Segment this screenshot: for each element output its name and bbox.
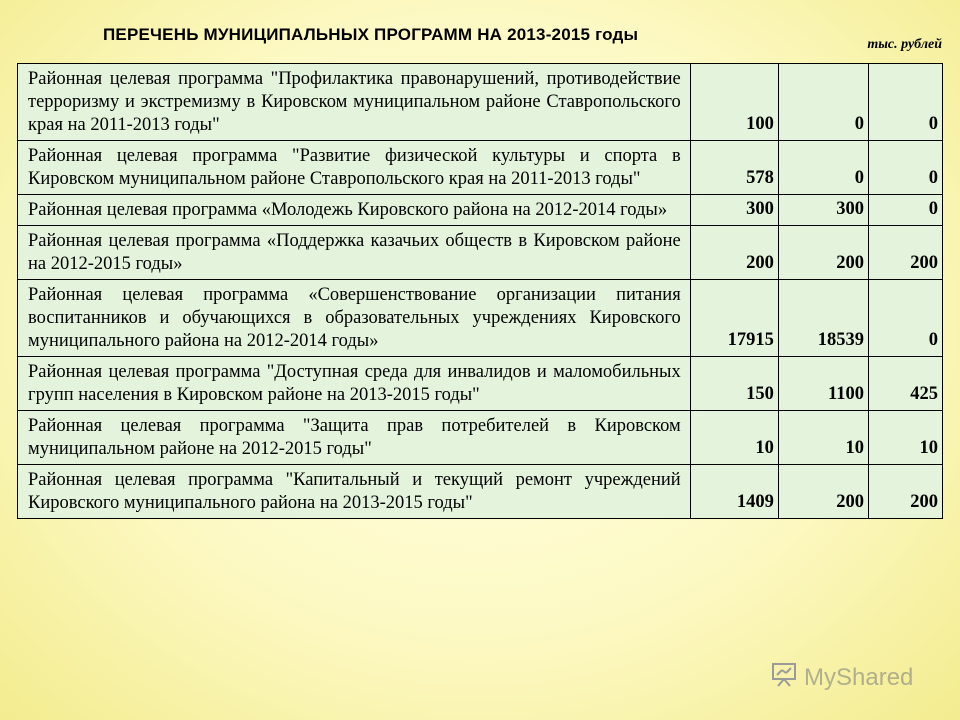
- program-name: Районная целевая программа «Молодежь Кировского района на 2012-2014 годы»: [18, 195, 691, 226]
- watermark: [770, 660, 913, 695]
- program-name: Районная целевая программа "Профилактика правонарушений, противодействие терроризму и экстремизму в Кировском муниципальном районе Ставропольского края на 2011-2013 годы": [18, 64, 691, 141]
- value-2014: 0: [778, 64, 868, 141]
- units-label: тыс. рублей: [867, 37, 942, 52]
- value-2015: 0: [869, 141, 943, 195]
- value-2015: 0: [869, 195, 943, 226]
- programs-table: [17, 63, 943, 519]
- watermark-text: MyShared: [804, 663, 914, 691]
- value-2015: 200: [869, 465, 943, 519]
- value-2014: 18539: [778, 280, 868, 357]
- program-name: Районная целевая программа "Капитальный и текущий ремонт учреждений Кировского муниципального района на 2013-2015 годы": [18, 465, 691, 519]
- value-2013: 300: [690, 195, 778, 226]
- program-name: Районная целевая программа "Развитие физической культуры и спорта в Кировском муниципальном районе Ставропольского края на 2011-2013 годы": [18, 141, 691, 195]
- value-2015: 0: [869, 64, 943, 141]
- value-2014: 200: [778, 226, 868, 280]
- table-row: [18, 64, 943, 141]
- table-row: [18, 411, 943, 465]
- value-2014: 1100: [778, 357, 868, 411]
- program-name: Районная целевая программа "Доступная среда для инвалидов и маломобильных групп населения в Кировском районе на 2013-2015 годы": [18, 357, 691, 411]
- value-2015: 0: [869, 280, 943, 357]
- program-name: Районная целевая программа "Защита прав потребителей в Кировском муниципальном районе на 2012-2015 годы": [18, 411, 691, 465]
- page-title: ПЕРЕЧЕНЬ МУНИЦИПАЛЬНЫХ ПРОГРАММ НА 2013-2015 годы: [103, 25, 639, 44]
- value-2013: 1409: [690, 465, 778, 519]
- table-row: [18, 141, 943, 195]
- table-row: [18, 195, 943, 226]
- value-2014: 10: [778, 411, 868, 465]
- value-2014: 300: [778, 195, 868, 226]
- value-2014: 0: [778, 141, 868, 195]
- value-2013: 578: [690, 141, 778, 195]
- value-2013: 150: [690, 357, 778, 411]
- table-row: [18, 226, 943, 280]
- value-2013: 17915: [690, 280, 778, 357]
- program-name: Районная целевая программа «Совершенствование организации питания воспитанников и обучающихся в образовательных учреждениях Кировского муниципального района на 2012-2014 годы»: [18, 280, 691, 357]
- table-row: [18, 280, 943, 357]
- value-2015: 200: [869, 226, 943, 280]
- value-2013: 200: [690, 226, 778, 280]
- value-2013: 100: [690, 64, 778, 141]
- value-2015: 425: [869, 357, 943, 411]
- value-2014: 200: [778, 465, 868, 519]
- program-name: Районная целевая программа «Поддержка казачьих обществ в Кировском районе на 2012-2015 годы»: [18, 226, 691, 280]
- table-row: [18, 357, 943, 411]
- value-2013: 10: [690, 411, 778, 465]
- table-row: [18, 465, 943, 519]
- presentation-board-icon: [770, 660, 798, 695]
- value-2015: 10: [869, 411, 943, 465]
